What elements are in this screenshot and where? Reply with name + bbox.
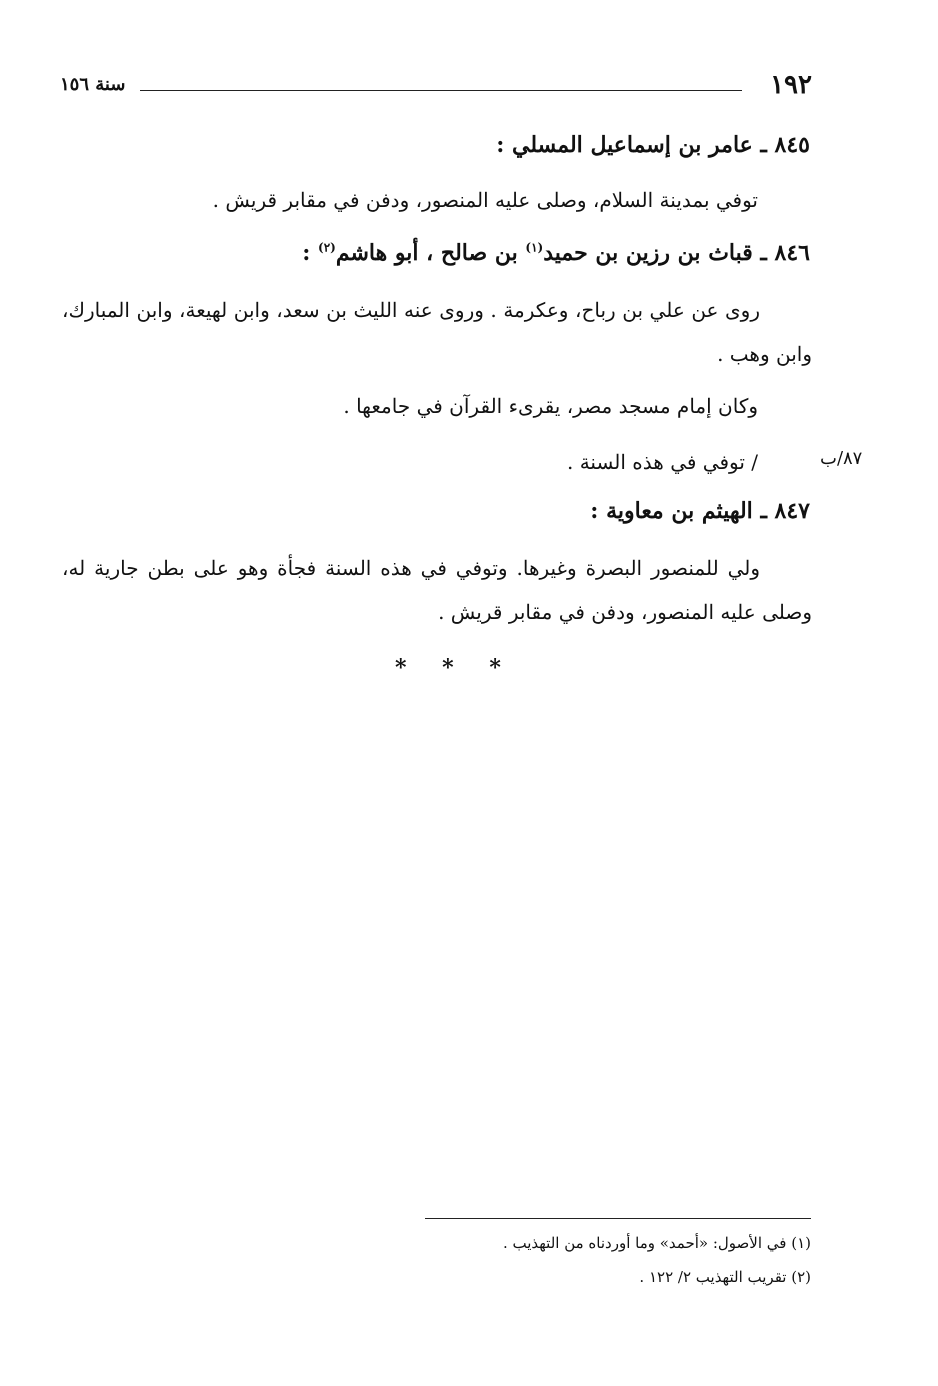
heading-846-part1: ٨٤٦ ـ قباث بن رزين بن حميد — [543, 240, 810, 266]
entry-846-text-3: / توفي في هذه السنة . — [566, 450, 758, 474]
margin-folio-note: ٨٧/ب — [820, 448, 863, 469]
footnote-ref-2: (٢) — [318, 240, 336, 255]
footnote-rule — [425, 1218, 811, 1219]
footnote-1: (١) في الأصول: «أحمد» وما أوردناه من التهذيب . — [502, 1234, 811, 1252]
heading-846-part3: : — [302, 240, 318, 266]
year-label: سنة ١٥٦ — [60, 74, 126, 95]
entry-heading-845: ٨٤٥ ـ عامر بن إسماعيل المسلي : — [496, 132, 810, 158]
header-rule — [140, 90, 742, 91]
footnote-ref-1: (١) — [525, 240, 544, 255]
section-separator: * * * — [395, 655, 515, 681]
entry-heading-847: ٨٤٧ ـ الهيثم بن معاوية : — [590, 498, 810, 524]
heading-846-part2: بن صالح ، أبو هاشم — [335, 240, 526, 266]
entry-847-text: ولي للمنصور البصرة وغيرها. وتوفي في هذه السنة فجأة وهو على بطن جارية له، وصلى عليه المنصور، ودفن في مقابر قريش . — [62, 556, 812, 624]
page-number: ١٩٢ — [770, 70, 812, 100]
footnote-2: (٢) تقريب التهذيب ٢/ ١٢٢ . — [639, 1268, 811, 1286]
page-header — [60, 70, 812, 106]
entry-heading-846 — [302, 240, 810, 266]
entry-845-text: توفي بمدينة السلام، وصلى عليه المنصور، ودفن في مقابر قريش . — [212, 188, 758, 212]
entry-846-text-1: روى عن علي بن رباح، وعكرمة . وروى عنه الليث بن سعد، وابن لهيعة، وابن المبارك، وابن وهب . — [62, 298, 812, 366]
entry-846-text-2: وكان إمام مسجد مصر، يقرىء القرآن في جامعها . — [343, 394, 758, 418]
